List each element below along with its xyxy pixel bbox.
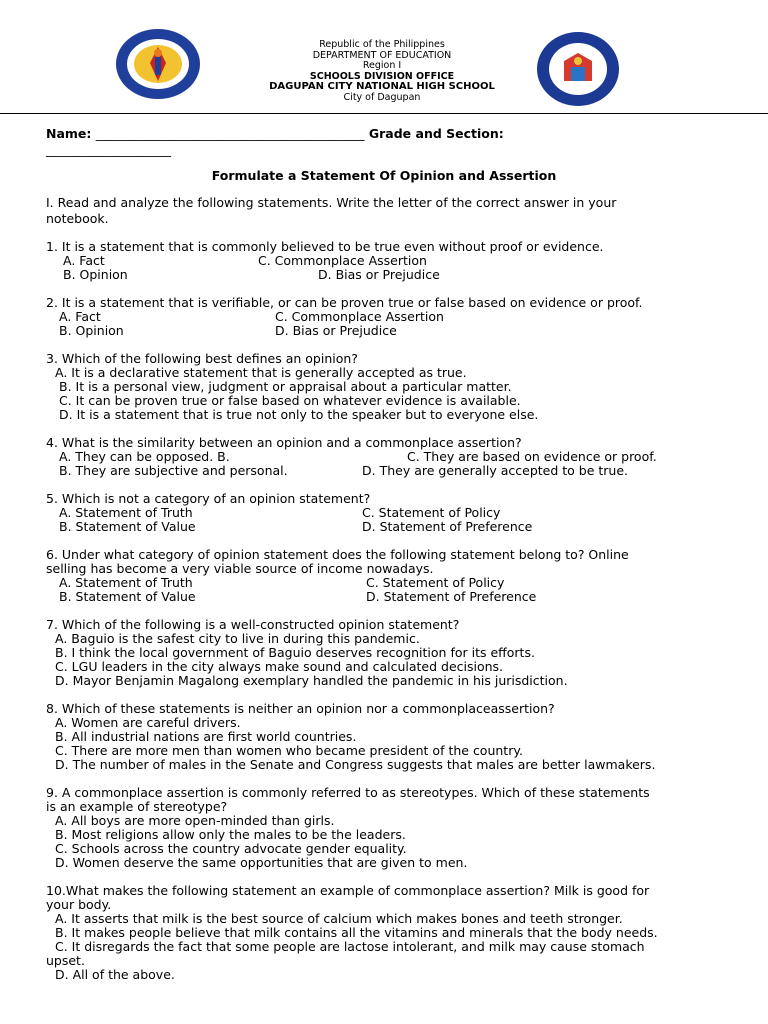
choice-a: A. Women are careful drivers. (55, 715, 241, 730)
choice-b: B. It is a personal view, judgment or appraisal about a particular matter. (59, 379, 512, 394)
question-stem: 7. Which of the following is a well-constructed opinion statement? (46, 617, 460, 632)
choice-d: D. It is a statement that is true not only to the speaker but to everyone else. (59, 407, 539, 422)
question-stem: 8. Which of these statements is neither an opinion nor a commonplaceassertion? (46, 701, 555, 716)
worksheet-title: Formulate a Statement Of Opinion and Assertion (211, 168, 557, 183)
instructions: notebook. (46, 211, 109, 226)
grade-section-label: Grade and Section: (368, 126, 504, 141)
question-stem: 3. Which of the following best defines an opinion? (46, 351, 358, 366)
question-stem: 1. It is a statement that is commonly believed to be true even without proof or evidence. (46, 239, 604, 254)
choice-d: D. The number of males in the Senate and Congress suggests that males are better lawmakers. (55, 757, 656, 772)
question-stem: 9. A commonplace assertion is commonly referred to as stereotypes. Which of these statements (46, 785, 650, 800)
choice-c: C. Schools across the country advocate gender equality. (55, 841, 407, 856)
choice-a: A. Fact (63, 253, 105, 268)
question-stem: 4. What is the similarity between an opinion and a commonplace assertion? (46, 435, 522, 450)
choice-a: A. All boys are more open-minded than girls. (55, 813, 335, 828)
letterhead-line: Republic of the Philippines (319, 39, 445, 50)
question-stem: your body. (46, 897, 112, 912)
name-label: Name: (46, 126, 92, 141)
choice-c: C. Statement of Policy (362, 505, 501, 520)
letterhead-line: City of Dagupan (343, 91, 421, 103)
choice-b: B. They are subjective and personal. (59, 463, 288, 478)
question-stem: is an example of stereotype? (46, 799, 228, 814)
question-stem: 10.What makes the following statement an example of commonplace assertion? Milk is good for (46, 883, 650, 898)
letterhead (180, 40, 584, 103)
choice-d: D. Statement of Preference (362, 519, 533, 534)
choice-d: D. Bias or Prejudice (275, 323, 397, 338)
header-divider (0, 113, 768, 114)
choice-c: C. Commonplace Assertion (258, 253, 427, 268)
choice-a: A. It is a declarative statement that is generally accepted as true. (55, 365, 467, 380)
choice-b: B. Statement of Value (59, 589, 196, 604)
choice-a: A. Baguio is the safest city to live in during this pandemic. (55, 631, 420, 646)
choice-c: C. Statement of Policy (366, 575, 505, 590)
choice-a: A. They can be opposed. B. (59, 449, 230, 464)
question-stem: 2. It is a statement that is verifiable, or can be proven true or false based on evidence or proof. (46, 295, 643, 310)
name-row (46, 127, 504, 141)
choice-b: B. All industrial nations are first world countries. (55, 729, 357, 744)
grade-section-blank[interactable]: ____________________ (46, 142, 171, 157)
choice-a: A. It asserts that milk is the best source of calcium which makes bones and teeth stronger. (55, 911, 623, 926)
choice-d: D. Mayor Benjamin Magalong exemplary handled the pandemic in his jurisdiction. (55, 673, 568, 688)
choice-d: D. Bias or Prejudice (318, 267, 440, 282)
question-stem: 6. Under what category of opinion statement does the following statement belong to? Online (46, 547, 629, 562)
letterhead-line: SCHOOLS DIVISION OFFICE (309, 70, 455, 82)
choice-a: A. Statement of Truth (59, 575, 193, 590)
letterhead-line: DEPARTMENT OF EDUCATION (312, 49, 452, 61)
choice-b: B. Opinion (63, 267, 128, 282)
choice-b: B. I think the local government of Baguio deserves recognition for its efforts. (55, 645, 535, 660)
choice-c: C. It disregards the fact that some people are lactose intolerant, and milk may cause stomach (55, 939, 645, 954)
choice-c: C. LGU leaders in the city always make sound and calculated decisions. (55, 659, 504, 674)
name-blank[interactable]: ___________________________________________ (95, 126, 365, 141)
choice-b: B. Statement of Value (59, 519, 196, 534)
choice-c-cont: upset. (46, 953, 85, 968)
choice-c: C. Commonplace Assertion (275, 309, 444, 324)
choice-d: D. They are generally accepted to be true. (362, 463, 629, 478)
question-stem: 5. Which is not a category of an opinion statement? (46, 491, 371, 506)
instructions: I. Read and analyze the following statements. Write the letter of the correct answer in your (46, 195, 617, 210)
question-stem: selling has become a very viable source of income nowadays. (46, 561, 434, 576)
choice-b: B. Most religions allow only the males to be the leaders. (55, 827, 406, 842)
choice-b: B. It makes people believe that milk contains all the vitamins and minerals that the body needs. (55, 925, 658, 940)
choice-a: A. Statement of Truth (59, 505, 193, 520)
choice-a: A. Fact (59, 309, 101, 324)
letterhead-line: DAGUPAN CITY NATIONAL HIGH SCHOOL (269, 81, 495, 92)
choice-d: D. Women deserve the same opportunities that are given to men. (55, 855, 468, 870)
choice-c: C. They are based on evidence or proof. (407, 449, 657, 464)
choice-c: C. There are more men than women who became president of the country. (55, 743, 523, 758)
choice-b: B. Opinion (59, 323, 124, 338)
choice-d: D. All of the above. (55, 967, 175, 982)
choice-d: D. Statement of Preference (366, 589, 537, 604)
letterhead-line: Region I (362, 60, 402, 71)
choice-c: C. It can be proven true or false based on whatever evidence is available. (59, 393, 521, 408)
